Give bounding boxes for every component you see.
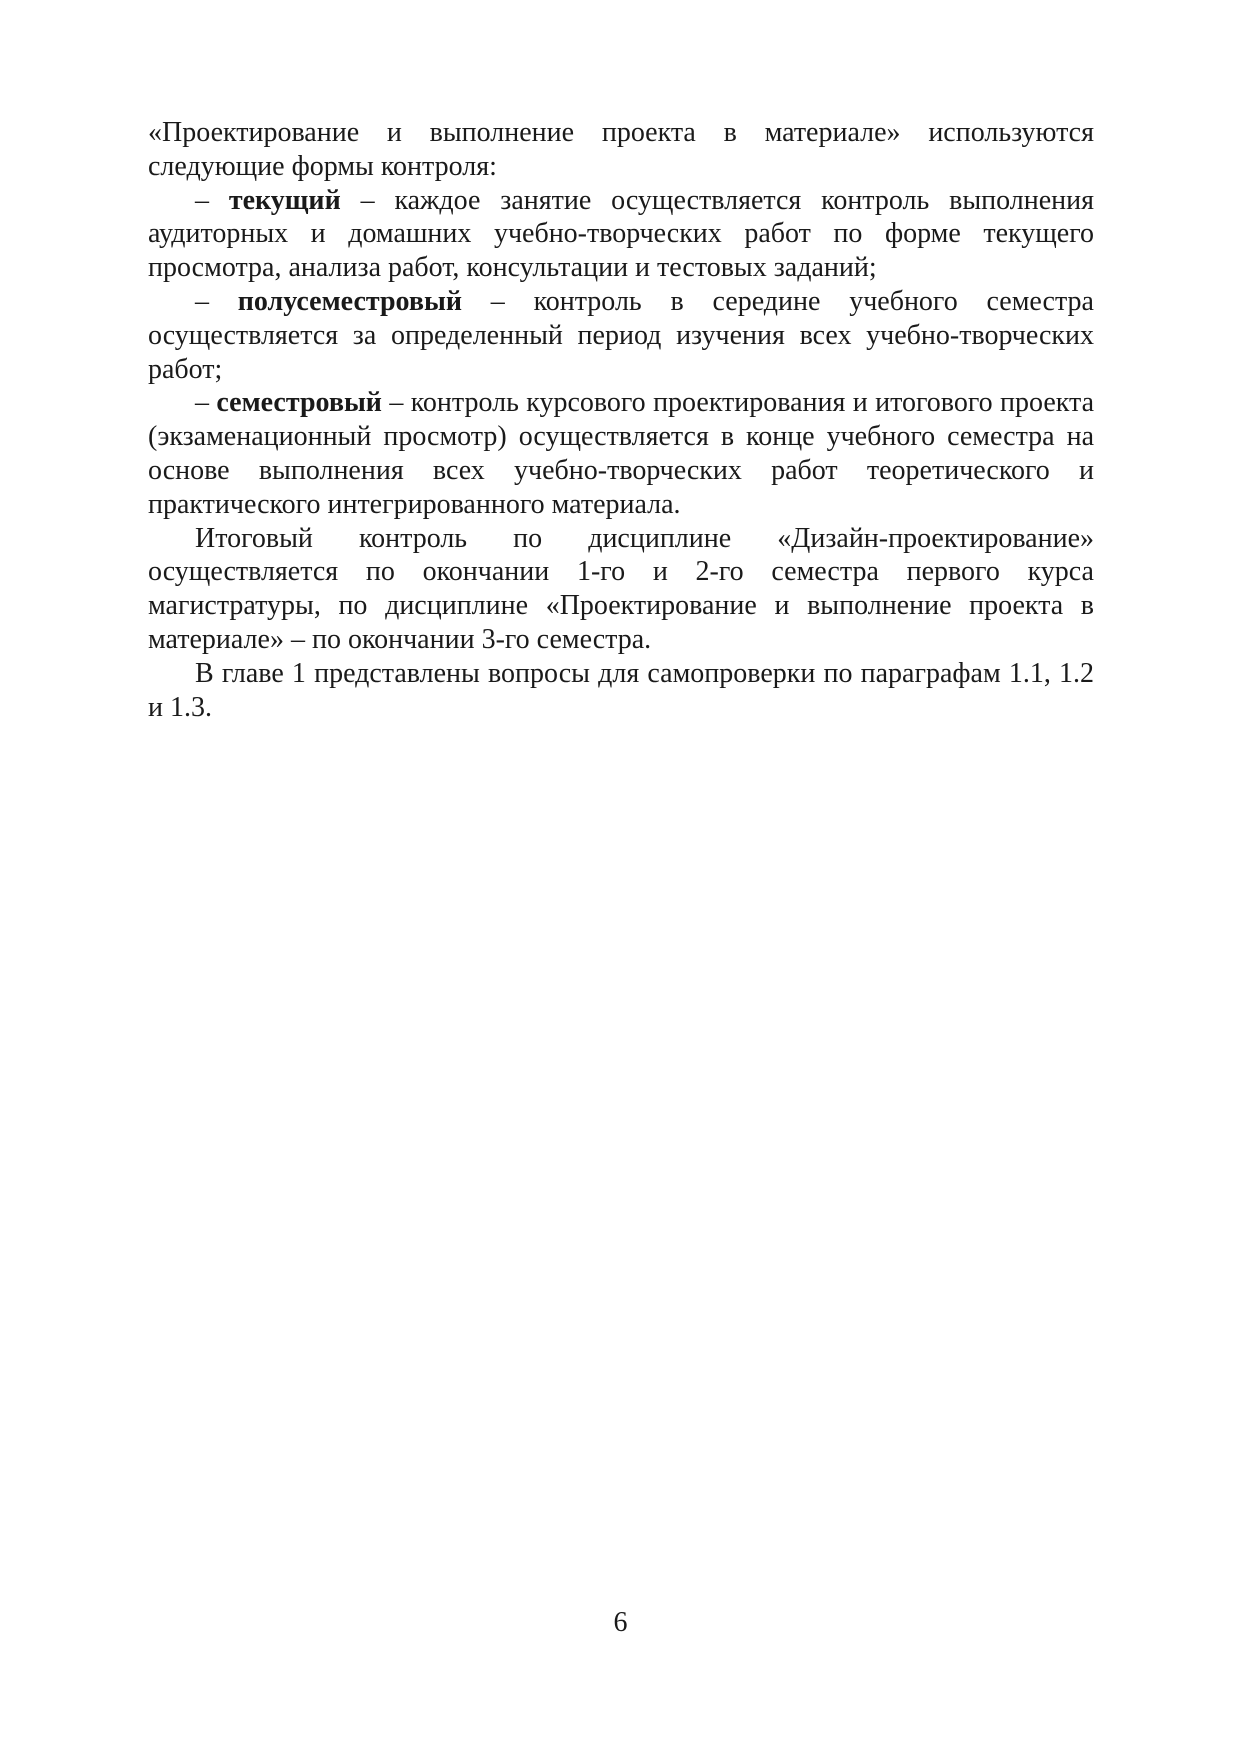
semester-control-item: – семестровый – контроль курсового проектирования и итогового проекта (экзаменационный просмотр) осуществляется в конце учебного семестра на основе выполнения всех учебно-творческих работ теоретического и практического интегрированного материала.	[148, 387, 1094, 520]
final-control-paragraph: Итоговый контроль по дисциплине «Дизайн-проектирование» осуществляется по окончании 1-го и 2-го семестра первого курса магистратуры, по дисциплине «Проектирование и выполнение проекта в материале» – по окончании 3-го семестра.	[148, 522, 1094, 655]
body-text	[148, 116, 1094, 724]
term-semester: семестровый	[216, 387, 382, 419]
term-midterm: полусеместровый	[237, 285, 462, 317]
midterm-control-item: – полусеместровый – контроль в середине учебного семестра осуществляется за определенный период изучения всех учебно-творческих работ;	[148, 285, 1094, 385]
chapter-note-paragraph: В главе 1 представлены вопросы для самопроверки по параграфам 1.1, 1.2 и 1.3.	[148, 657, 1094, 723]
page-number: 6	[613, 1607, 628, 1638]
intro-paragraph: «Проектирование и выполнение проекта в материале» используются следующие формы контроля:	[148, 117, 1094, 182]
term-current: текущий	[228, 184, 341, 216]
current-control-item: – текущий – каждое занятие осуществляется контроль выполнения аудиторных и домашних учебно-творческих работ по форме текущего просмотра, анализа работ, консультации и тестовых заданий;	[148, 184, 1095, 284]
